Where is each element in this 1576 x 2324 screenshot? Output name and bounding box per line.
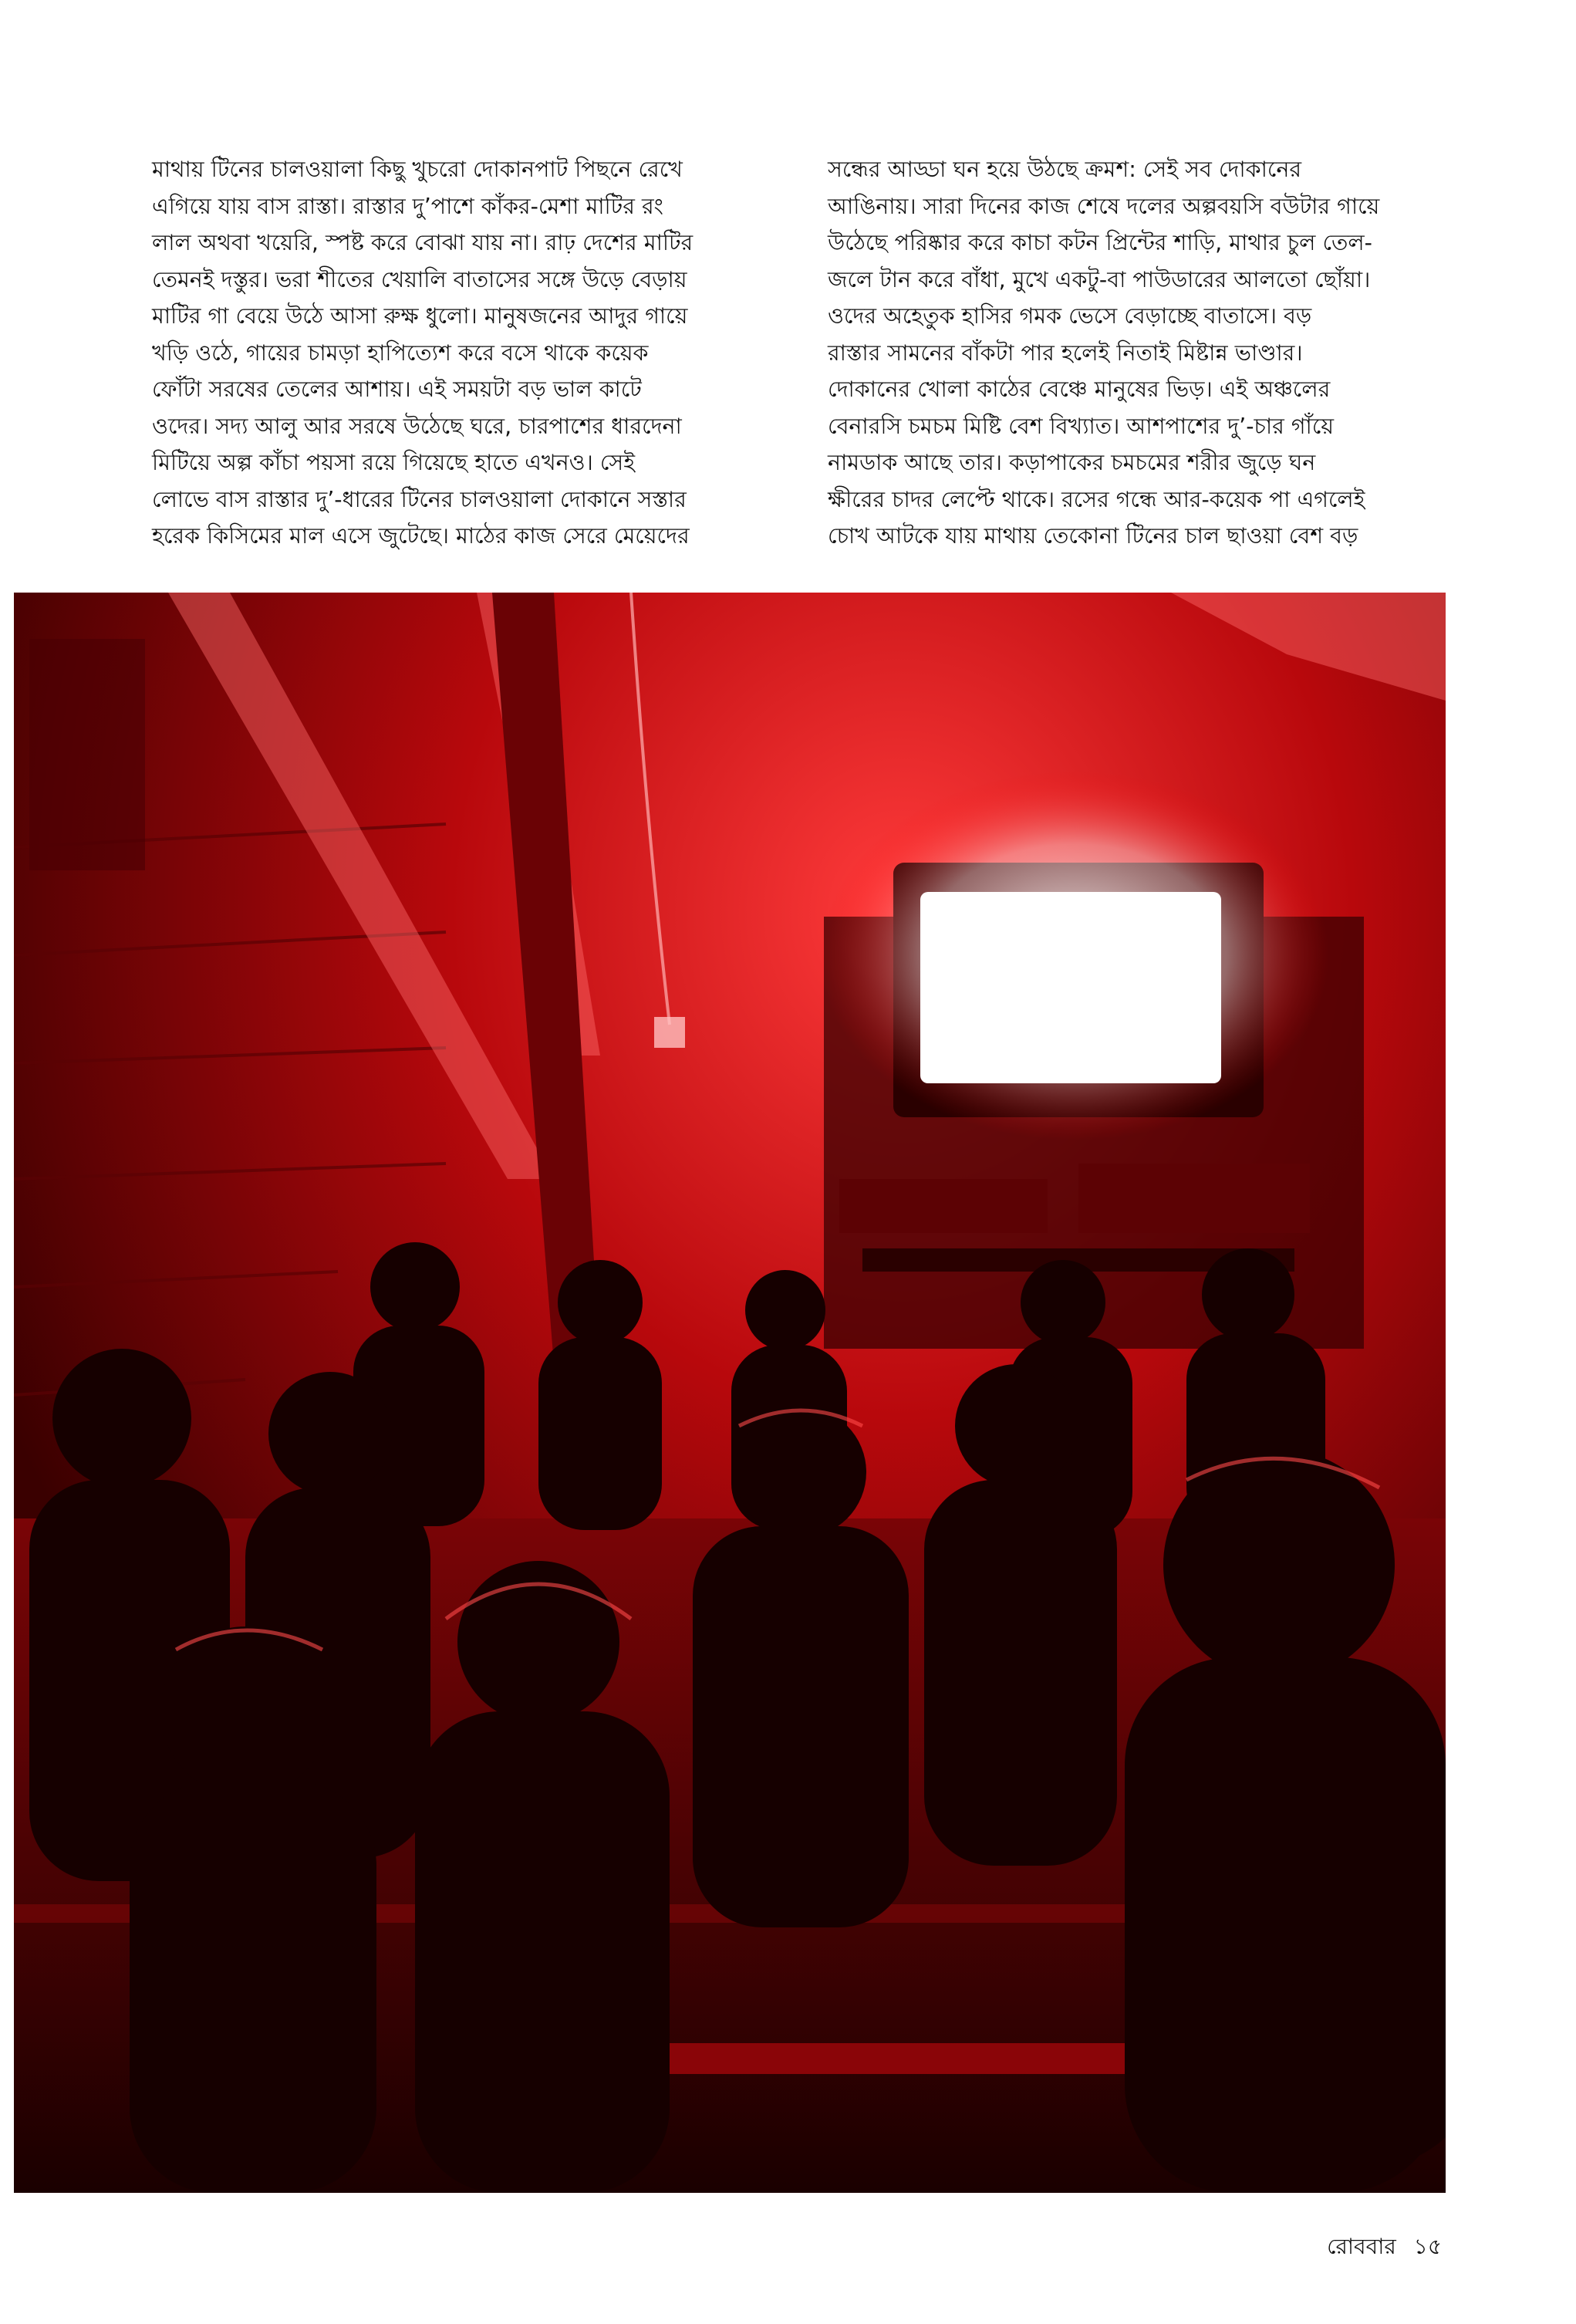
article-line: বেনারসি চমচম মিষ্টি বেশ বিখ্যাত। আশপাশের দু’-চার গাঁয়ে xyxy=(828,413,1335,439)
article-line: নামডাক আছে তার। কড়াপাকের চমচমের শরীর জুড়ে ঘন xyxy=(828,450,1316,475)
article-line: মাথায় টিনের চালওয়ালা কিছু খুচরো দোকানপাট পিছনে রেখে xyxy=(152,157,683,182)
article-photo xyxy=(14,593,1446,2193)
article-line: খড়ি ওঠে, গায়ের চামড়া হাপিত্যেশ করে বসে থাকে কয়েক xyxy=(152,339,649,366)
article-line: দোকানের খোলা কাঠের বেঞ্চে মানুষের ভিড়। এই অঞ্চলের xyxy=(828,377,1331,402)
article-line: ওদের অহেতুক হাসির গমক ভেসে বেড়াচ্ছে বাতাসে। বড় xyxy=(828,303,1312,329)
article-column-right xyxy=(828,151,1460,555)
page-number: ১৫ xyxy=(1413,2234,1442,2259)
photo-video-hall-audience xyxy=(14,593,1446,2193)
wall-fixture xyxy=(29,639,145,870)
article-line: চোখ আটকে যায় মাথায় তেকোনা টিনের চাল ছাওয়া বেশ বড় xyxy=(828,523,1358,549)
article-line: এগিয়ে যায় বাস রাস্তা। রাস্তার দু’পাশে কাঁকর-মেশা মাটির রং xyxy=(152,193,663,219)
article-line: সন্ধের আড্ডা ঘন হয়ে উঠছে ক্রমশ: সেই সব দোকানের xyxy=(828,157,1302,182)
article-line: তেমনই দস্তুর। ভরা শীতের খেয়ালি বাতাসের সঙ্গে উড়ে বেড়ায় xyxy=(152,266,687,292)
article-line: মাটির গা বেয়ে উঠে আসা রুক্ষ ধুলো। মানুষজনের আদুর গায়ে xyxy=(152,303,688,329)
article-line: উঠেছে পরিষ্কার করে কাচা কটন প্রিন্টের শাড়ি, মাথার চুল তেল- xyxy=(828,230,1372,255)
article-line: ফোঁটা সরষের তেলের আশায়। এই সময়টা বড় ভাল কাটে xyxy=(152,377,642,402)
article-line: আঙিনায়। সারা দিনের কাজ শেষে দলের অল্পবয়সি বউটার গায়ে xyxy=(828,193,1380,219)
article-line: লোভে বাস রাস্তার দু’-ধারের টিনের চালওয়ালা দোকানে সস্তার xyxy=(152,486,687,512)
wall-socket xyxy=(654,1017,685,1048)
article-line: মিটিয়ে অল্প কাঁচা পয়সা রয়ে গিয়েছে হাতে এখনও। সেই xyxy=(152,450,636,475)
article-column-left xyxy=(152,151,785,555)
article-line: জলে টান করে বাঁধা, মুখে একটু-বা পাউডারের আলতো ছোঁয়া। xyxy=(828,266,1371,292)
article-line: হরেক কিসিমের মাল এসে জুটেছে। মাঠের কাজ সেরে মেয়েদের xyxy=(152,523,690,549)
tv-screen xyxy=(920,892,1221,1083)
television xyxy=(820,770,1329,1140)
page-footer xyxy=(1327,2230,1442,2266)
article-line: ক্ষীরের চাদর লেপ্টে থাকে। রসের গন্ধে আর-কয়েক পা এগলেই xyxy=(828,486,1365,512)
article-line: ওদের। সদ্য আলু আর সরষে উঠেছে ঘরে, চারপাশের ধারদেনা xyxy=(152,413,682,439)
magazine-name: রোববার xyxy=(1327,2234,1396,2259)
article-line: রাস্তার সামনের বাঁকটা পার হলেই নিতাই মিষ্টান্ন ভাণ্ডার। xyxy=(828,339,1303,366)
article-line: লাল অথবা খয়েরি, স্পষ্ট করে বোঝা যায় না। রাঢ় দেশের মাটির xyxy=(152,230,694,255)
